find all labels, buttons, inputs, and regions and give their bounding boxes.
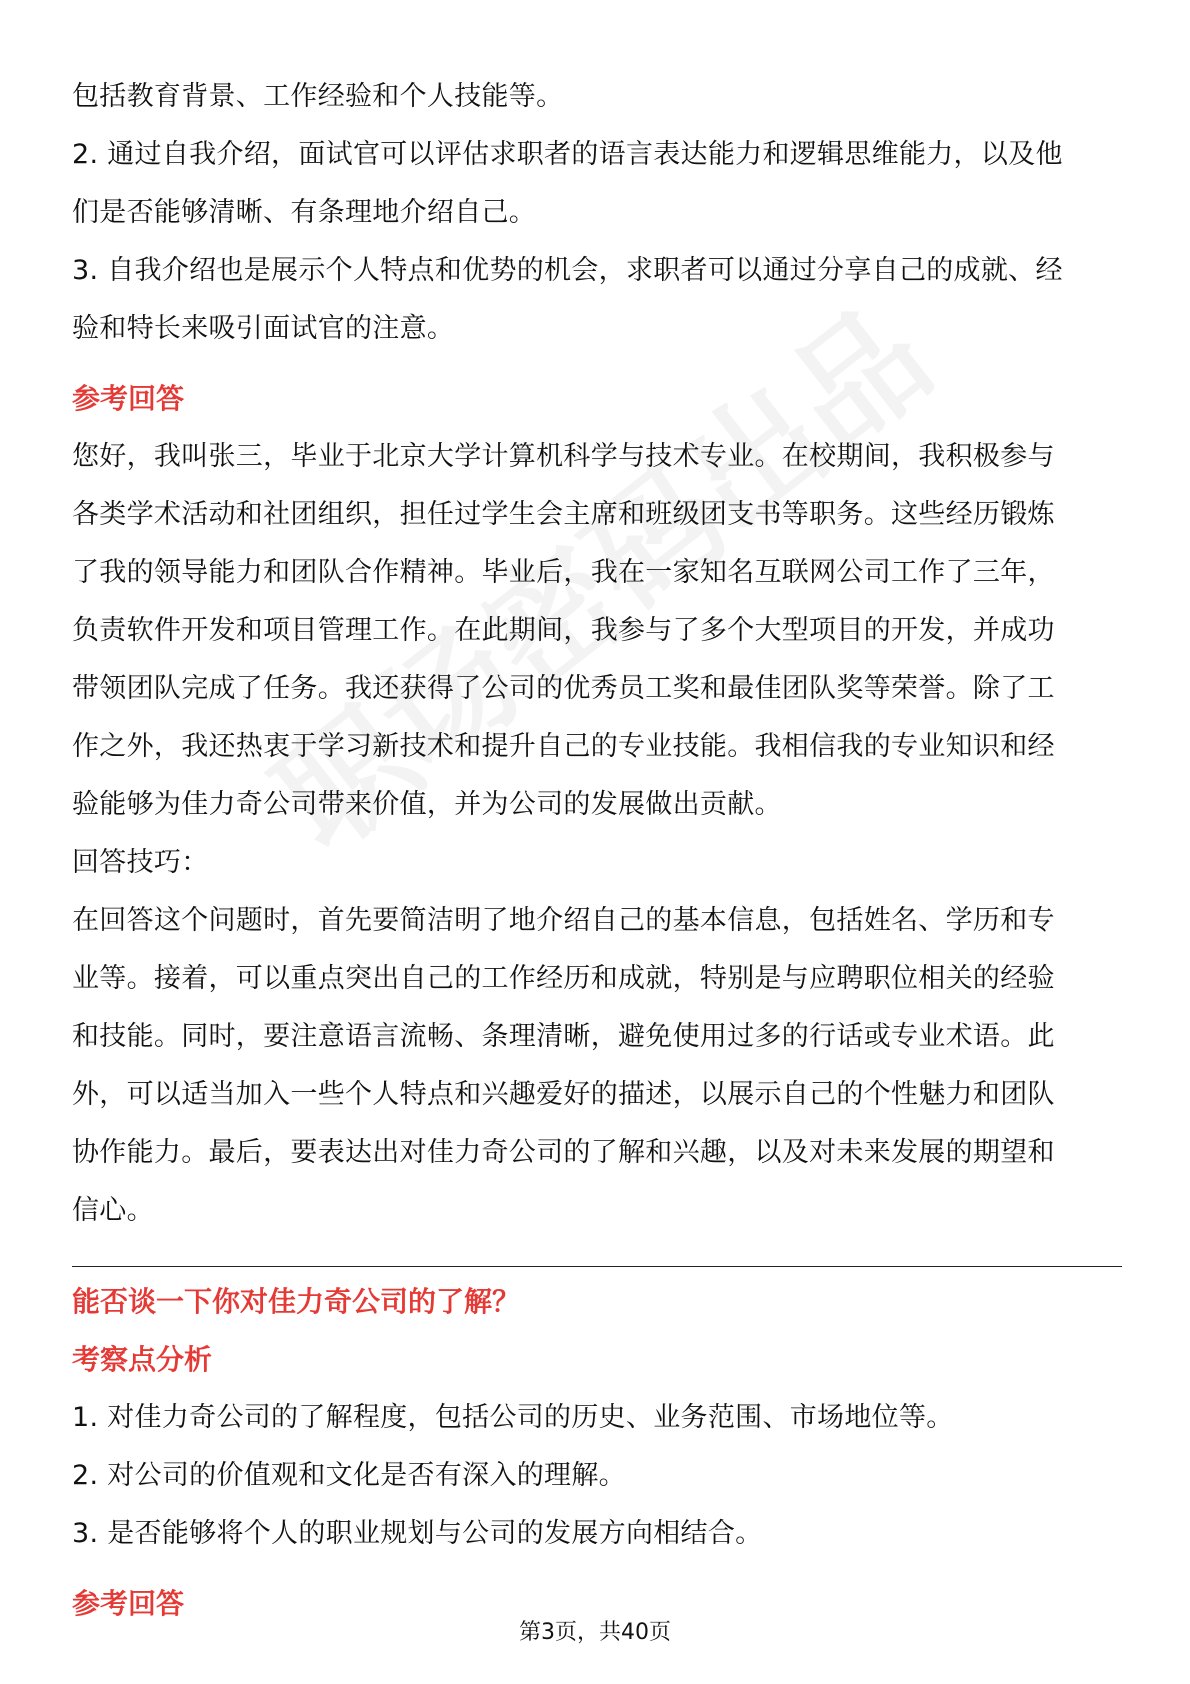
- answer-line: 验能够为佳力奇公司带来价值，并为公司的发展做出贡献。: [72, 789, 782, 820]
- answer-line: 作之外，我还热衷于学习新技术和提升自己的专业技能。我相信我的专业知识和经: [72, 731, 1055, 762]
- answer-line: 了我的领导能力和团队合作精神。毕业后，我在一家知名互联网公司工作了三年，: [72, 557, 1055, 588]
- tips-line: 业等。接着，可以重点突出自己的工作经历和成就，特别是与应聘职位相关的经验: [72, 963, 1055, 994]
- analysis-line: 3. 是否能够将个人的职业规划与公司的发展方向相结合。: [72, 1518, 763, 1549]
- answer-line: 负责软件开发和项目管理工作。在此期间，我参与了多个大型项目的开发，并成功: [72, 615, 1055, 646]
- text-line: 3. 自我介绍也是展示个人特点和优势的机会，求职者可以通过分享自己的成就、经: [72, 255, 1063, 286]
- answer-heading: 参考回答: [72, 382, 185, 415]
- text-line: 2. 通过自我介绍，面试官可以评估求职者的语言表达能力和逻辑思维能力，以及他: [72, 139, 1063, 170]
- page-content: [72, 68, 1124, 1633]
- tips-line: 协作能力。最后，要表达出对佳力奇公司的了解和兴趣，以及对未来发展的期望和: [72, 1137, 1055, 1168]
- text-line: 验和特长来吸引面试官的注意。: [72, 313, 455, 344]
- tips-line: 和技能。同时，要注意语言流畅、条理清晰，避免使用过多的行话或专业术语。此: [72, 1021, 1055, 1052]
- analysis-line: 1. 对佳力奇公司的了解程度，包括公司的历史、业务范围、市场地位等。: [72, 1402, 954, 1433]
- analysis-heading: 考察点分析: [72, 1343, 213, 1376]
- page-number: 第3页，共40页: [519, 1620, 671, 1645]
- tips-line: 信心。: [72, 1195, 154, 1226]
- question-title: 能否谈一下你对佳力奇公司的了解？: [72, 1285, 521, 1318]
- answer-line: 带领团队完成了任务。我还获得了公司的优秀员工奖和最佳团队奖等荣誉。除了工: [72, 673, 1055, 704]
- tips-line: 外，可以适当加入一些个人特点和兴趣爱好的描述，以展示自己的个性魅力和团队: [72, 1079, 1055, 1110]
- text-line: 包括教育背景、工作经验和个人技能等。: [72, 81, 564, 112]
- analysis-line: 2. 对公司的价值观和文化是否有深入的理解。: [72, 1460, 626, 1491]
- tips-heading: 回答技巧：: [72, 847, 209, 878]
- answer-line: 您好，我叫张三，毕业于北京大学计算机科学与技术专业。在校期间，我积极参与: [72, 441, 1055, 472]
- tips-line: 在回答这个问题时，首先要简洁明了地介绍自己的基本信息，包括姓名、学历和专: [72, 905, 1055, 936]
- answer-line: 各类学术活动和社团组织，担任过学生会主席和班级团支书等职务。这些经历锻炼: [72, 499, 1055, 530]
- section-divider: [72, 1266, 1122, 1267]
- answer-heading: 参考回答: [72, 1587, 185, 1620]
- text-line: 们是否能够清晰、有条理地介绍自己。: [72, 197, 537, 228]
